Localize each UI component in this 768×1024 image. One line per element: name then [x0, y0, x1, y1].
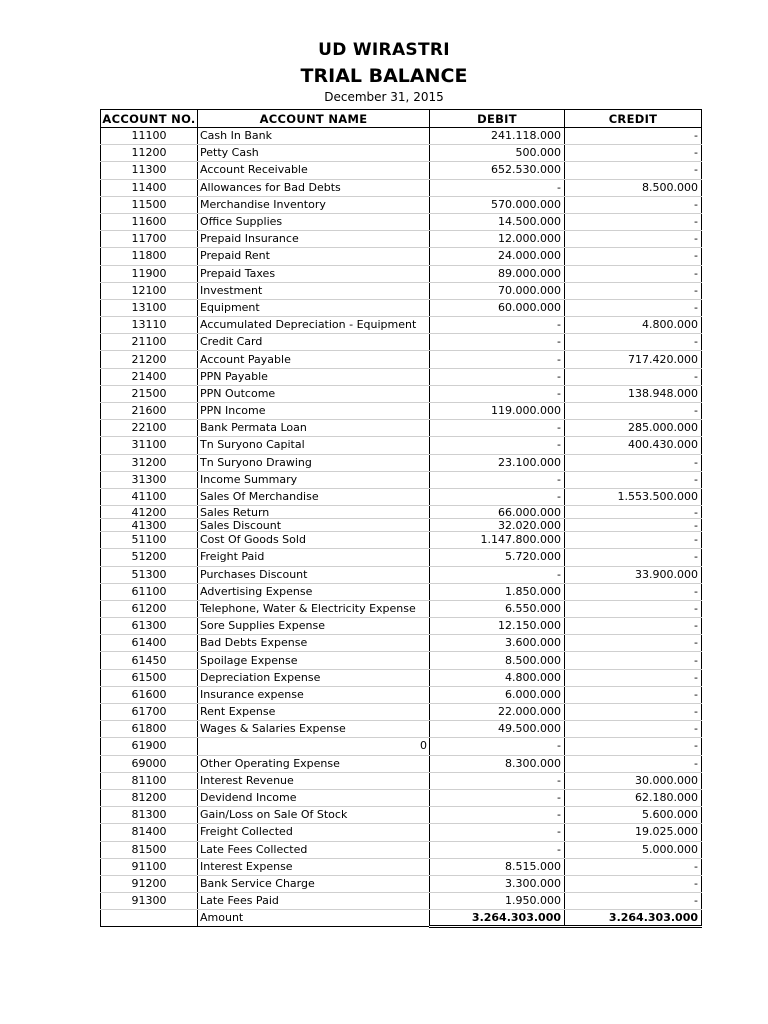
- credit-cell: -: [565, 334, 702, 351]
- debit-cell: 4.800.000: [430, 669, 565, 686]
- account-no-cell: 51200: [101, 549, 198, 566]
- table-row: [101, 488, 702, 505]
- account-no-cell: 11800: [101, 248, 198, 265]
- debit-cell: -: [430, 179, 565, 196]
- account-name-cell: Freight Paid: [198, 549, 430, 566]
- trial-balance-table: [100, 109, 702, 928]
- debit-cell: 1.147.800.000: [430, 532, 565, 549]
- table-row: [101, 403, 702, 420]
- credit-cell: 5.600.000: [565, 807, 702, 824]
- table-row: [101, 334, 702, 351]
- account-no-cell: 21600: [101, 403, 198, 420]
- debit-cell: 89.000.000: [430, 265, 565, 282]
- account-name-cell: Late Fees Paid: [198, 893, 430, 910]
- debit-cell: -: [430, 789, 565, 806]
- column-header-account-name: ACCOUNT NAME: [198, 110, 430, 128]
- account-name-cell: Cost Of Goods Sold: [198, 532, 430, 549]
- account-name-cell: Sales Discount: [198, 519, 430, 532]
- credit-cell: -: [565, 368, 702, 385]
- account-name-cell: Account Receivable: [198, 162, 430, 179]
- table-row: [101, 506, 702, 519]
- table-row: [101, 583, 702, 600]
- credit-cell: -: [565, 600, 702, 617]
- credit-cell: -: [565, 519, 702, 532]
- account-no-cell: 11200: [101, 145, 198, 162]
- table-header-row: [101, 110, 702, 128]
- table-row: [101, 420, 702, 437]
- debit-cell: 1.850.000: [430, 583, 565, 600]
- credit-cell: 62.180.000: [565, 789, 702, 806]
- account-no-cell: 61300: [101, 618, 198, 635]
- account-name-cell: Bad Debts Expense: [198, 635, 430, 652]
- account-no-cell: 11500: [101, 196, 198, 213]
- table-row: [101, 875, 702, 892]
- table-row: [101, 893, 702, 910]
- credit-cell: -: [565, 162, 702, 179]
- table-row: [101, 231, 702, 248]
- debit-cell: 1.950.000: [430, 893, 565, 910]
- account-no-cell: 11900: [101, 265, 198, 282]
- credit-cell: -: [565, 248, 702, 265]
- table-row: [101, 807, 702, 824]
- account-name-cell: Interest Expense: [198, 858, 430, 875]
- credit-cell: 400.430.000: [565, 437, 702, 454]
- debit-cell: 500.000: [430, 145, 565, 162]
- table-row: [101, 317, 702, 334]
- account-name-cell: Purchases Discount: [198, 566, 430, 583]
- report-date: December 31, 2015: [324, 90, 444, 104]
- table-body: [101, 128, 702, 927]
- debit-cell: -: [430, 738, 565, 755]
- account-name-cell: Tn Suryono Capital: [198, 437, 430, 454]
- table-row: [101, 532, 702, 549]
- debit-cell: 23.100.000: [430, 454, 565, 471]
- account-name-cell: Account Payable: [198, 351, 430, 368]
- table-row: [101, 437, 702, 454]
- account-no-cell: 61400: [101, 635, 198, 652]
- debit-cell: 60.000.000: [430, 299, 565, 316]
- debit-cell: 241.118.000: [430, 128, 565, 145]
- account-no-cell: 81400: [101, 824, 198, 841]
- total-label: Amount: [198, 910, 430, 927]
- table-row: [101, 471, 702, 488]
- table-row: [101, 858, 702, 875]
- credit-cell: -: [565, 128, 702, 145]
- debit-cell: 24.000.000: [430, 248, 565, 265]
- debit-cell: -: [430, 807, 565, 824]
- company-name: UD WIRASTRI: [318, 40, 450, 60]
- table-row: [101, 566, 702, 583]
- debit-cell: 22.000.000: [430, 704, 565, 721]
- credit-cell: 717.420.000: [565, 351, 702, 368]
- table-row: [101, 351, 702, 368]
- debit-cell: -: [430, 317, 565, 334]
- account-name-cell: Cash In Bank: [198, 128, 430, 145]
- account-name-cell: Spoilage Expense: [198, 652, 430, 669]
- table-row: [101, 618, 702, 635]
- account-name-cell: Prepaid Rent: [198, 248, 430, 265]
- account-no-cell: 61800: [101, 721, 198, 738]
- account-no-cell: 11100: [101, 128, 198, 145]
- account-name-cell: Merchandise Inventory: [198, 196, 430, 213]
- debit-cell: 8.500.000: [430, 652, 565, 669]
- credit-cell: 285.000.000: [565, 420, 702, 437]
- table-row: [101, 265, 702, 282]
- account-name-cell: Prepaid Taxes: [198, 265, 430, 282]
- credit-cell: -: [565, 282, 702, 299]
- account-name-cell: Allowances for Bad Debts: [198, 179, 430, 196]
- credit-cell: -: [565, 686, 702, 703]
- account-no-cell: 91300: [101, 893, 198, 910]
- debit-cell: 119.000.000: [430, 403, 565, 420]
- debit-cell: -: [430, 488, 565, 505]
- account-name-cell: Gain/Loss on Sale Of Stock: [198, 807, 430, 824]
- account-name-cell: Devidend Income: [198, 789, 430, 806]
- debit-cell: 3.600.000: [430, 635, 565, 652]
- account-name-cell: Other Operating Expense: [198, 755, 430, 772]
- credit-cell: -: [565, 506, 702, 519]
- credit-cell: -: [565, 669, 702, 686]
- table-row: [101, 549, 702, 566]
- total-credit: 3.264.303.000: [565, 910, 702, 927]
- table-row: [101, 738, 702, 755]
- account-name-cell: Bank Permata Loan: [198, 420, 430, 437]
- credit-cell: -: [565, 721, 702, 738]
- credit-cell: -: [565, 145, 702, 162]
- account-no-cell: 12100: [101, 282, 198, 299]
- table-row: [101, 179, 702, 196]
- table-row: [101, 635, 702, 652]
- credit-cell: -: [565, 454, 702, 471]
- debit-cell: 8.300.000: [430, 755, 565, 772]
- table-row: [101, 385, 702, 402]
- total-row: [101, 910, 702, 927]
- table-row: [101, 704, 702, 721]
- table-row: [101, 841, 702, 858]
- account-no-cell: 11700: [101, 231, 198, 248]
- account-no-cell: 31300: [101, 471, 198, 488]
- column-header-account-no: ACCOUNT NO.: [102, 111, 196, 126]
- debit-cell: -: [430, 841, 565, 858]
- account-name-cell: Insurance expense: [198, 686, 430, 703]
- account-name-cell: Wages & Salaries Expense: [198, 721, 430, 738]
- table-row: [101, 686, 702, 703]
- account-no-cell: 61600: [101, 686, 198, 703]
- account-no-cell: 11400: [101, 179, 198, 196]
- debit-cell: 8.515.000: [430, 858, 565, 875]
- account-no-cell: 13110: [101, 317, 198, 334]
- debit-cell: 652.530.000: [430, 162, 565, 179]
- debit-cell: 570.000.000: [430, 196, 565, 213]
- account-no-cell: 22100: [101, 420, 198, 437]
- table-row: [101, 755, 702, 772]
- debit-cell: 6.000.000: [430, 686, 565, 703]
- credit-cell: -: [565, 532, 702, 549]
- account-name-cell: Telephone, Water & Electricity Expense: [198, 600, 430, 617]
- credit-cell: 5.000.000: [565, 841, 702, 858]
- table-row: [101, 196, 702, 213]
- account-name-cell: Prepaid Insurance: [198, 231, 430, 248]
- credit-cell: -: [565, 704, 702, 721]
- account-no-cell: 13100: [101, 299, 198, 316]
- account-no-cell: 61200: [101, 600, 198, 617]
- credit-cell: -: [565, 652, 702, 669]
- credit-cell: -: [565, 549, 702, 566]
- credit-cell: -: [565, 893, 702, 910]
- debit-cell: 49.500.000: [430, 721, 565, 738]
- account-name-cell: Freight Collected: [198, 824, 430, 841]
- account-no-cell: 21100: [101, 334, 198, 351]
- table-row: [101, 162, 702, 179]
- account-no-cell: 69000: [101, 755, 198, 772]
- table-row: [101, 282, 702, 299]
- account-name-cell: PPN Outcome: [198, 385, 430, 402]
- credit-cell: -: [565, 231, 702, 248]
- debit-cell: -: [430, 566, 565, 583]
- debit-cell: 3.300.000: [430, 875, 565, 892]
- account-name-cell: Depreciation Expense: [198, 669, 430, 686]
- account-name-cell: Bank Service Charge: [198, 875, 430, 892]
- table-row: [101, 454, 702, 471]
- debit-cell: -: [430, 824, 565, 841]
- total-debit: 3.264.303.000: [430, 910, 565, 927]
- account-no-cell: 61450: [101, 652, 198, 669]
- account-no-cell: 21400: [101, 368, 198, 385]
- account-name-cell: Income Summary: [198, 471, 430, 488]
- table-row: [101, 669, 702, 686]
- account-name-cell: Late Fees Collected: [198, 841, 430, 858]
- credit-cell: -: [565, 738, 702, 755]
- account-name-cell: Office Supplies: [198, 213, 430, 230]
- account-no-cell: 21500: [101, 385, 198, 402]
- table-row: [101, 248, 702, 265]
- credit-cell: -: [565, 471, 702, 488]
- table-row: [101, 519, 702, 532]
- account-no-cell: 51300: [101, 566, 198, 583]
- report-title: TRIAL BALANCE: [300, 65, 468, 87]
- credit-cell: -: [565, 403, 702, 420]
- debit-cell: -: [430, 437, 565, 454]
- account-no-cell: 81500: [101, 841, 198, 858]
- table-row: [101, 128, 702, 145]
- account-name-cell: Advertising Expense: [198, 583, 430, 600]
- debit-cell: -: [430, 772, 565, 789]
- credit-cell: -: [565, 196, 702, 213]
- account-no-cell: 41100: [101, 488, 198, 505]
- debit-cell: 6.550.000: [430, 600, 565, 617]
- column-header-debit: DEBIT: [430, 110, 565, 128]
- table-row: [101, 721, 702, 738]
- debit-cell: -: [430, 385, 565, 402]
- debit-cell: 70.000.000: [430, 282, 565, 299]
- account-name-cell: Accumulated Depreciation - Equipment: [198, 317, 430, 334]
- account-name-cell: Credit Card: [198, 334, 430, 351]
- credit-cell: -: [565, 858, 702, 875]
- debit-cell: 5.720.000: [430, 549, 565, 566]
- credit-cell: -: [565, 875, 702, 892]
- account-no-cell: 21200: [101, 351, 198, 368]
- account-name-cell: Sales Of Merchandise: [198, 488, 430, 505]
- debit-cell: -: [430, 334, 565, 351]
- total-blank-cell: [101, 910, 198, 927]
- table-row: [101, 600, 702, 617]
- account-no-cell: 61500: [101, 669, 198, 686]
- account-no-cell: 31100: [101, 437, 198, 454]
- account-no-cell: 81100: [101, 772, 198, 789]
- account-no-cell: 61100: [101, 583, 198, 600]
- debit-cell: -: [430, 368, 565, 385]
- account-name-cell: Investment: [198, 282, 430, 299]
- account-name-cell: Equipment: [198, 299, 430, 316]
- credit-cell: -: [565, 265, 702, 282]
- account-no-cell: 41300: [101, 519, 198, 532]
- debit-cell: 14.500.000: [430, 213, 565, 230]
- account-name-cell: 0: [198, 738, 430, 755]
- debit-cell: 12.000.000: [430, 231, 565, 248]
- debit-cell: -: [430, 351, 565, 368]
- debit-cell: -: [430, 471, 565, 488]
- credit-cell: 1.553.500.000: [565, 488, 702, 505]
- table-row: [101, 145, 702, 162]
- account-no-cell: 11600: [101, 213, 198, 230]
- account-name-cell: Sales Return: [198, 506, 430, 519]
- account-no-cell: 91100: [101, 858, 198, 875]
- column-header-credit: CREDIT: [565, 110, 702, 128]
- debit-cell: 32.020.000: [430, 519, 565, 532]
- account-name-cell: PPN Income: [198, 403, 430, 420]
- account-name-cell: Tn Suryono Drawing: [198, 454, 430, 471]
- credit-cell: -: [565, 583, 702, 600]
- credit-cell: 33.900.000: [565, 566, 702, 583]
- credit-cell: -: [565, 755, 702, 772]
- table-row: [101, 824, 702, 841]
- account-no-cell: 91200: [101, 875, 198, 892]
- account-name-cell: Interest Revenue: [198, 772, 430, 789]
- account-no-cell: 81300: [101, 807, 198, 824]
- account-name-cell: Sore Supplies Expense: [198, 618, 430, 635]
- credit-cell: 8.500.000: [565, 179, 702, 196]
- table-row: [101, 772, 702, 789]
- debit-cell: 12.150.000: [430, 618, 565, 635]
- credit-cell: 138.948.000: [565, 385, 702, 402]
- account-no-cell: 81200: [101, 789, 198, 806]
- credit-cell: 19.025.000: [565, 824, 702, 841]
- credit-cell: -: [565, 213, 702, 230]
- debit-cell: 66.000.000: [430, 506, 565, 519]
- account-name-cell: Rent Expense: [198, 704, 430, 721]
- table-row: [101, 213, 702, 230]
- account-no-cell: 61700: [101, 704, 198, 721]
- credit-cell: -: [565, 635, 702, 652]
- account-no-cell: 31200: [101, 454, 198, 471]
- account-no-cell: 61900: [101, 738, 198, 755]
- account-no-cell: 51100: [101, 532, 198, 549]
- account-no-cell: 11300: [101, 162, 198, 179]
- credit-cell: 4.800.000: [565, 317, 702, 334]
- credit-cell: -: [565, 618, 702, 635]
- credit-cell: -: [565, 299, 702, 316]
- credit-cell: 30.000.000: [565, 772, 702, 789]
- account-no-cell: 41200: [101, 506, 198, 519]
- debit-cell: -: [430, 420, 565, 437]
- table-row: [101, 652, 702, 669]
- account-name-cell: Petty Cash: [198, 145, 430, 162]
- table-row: [101, 368, 702, 385]
- table-row: [101, 299, 702, 316]
- table-row: [101, 789, 702, 806]
- account-name-cell: PPN Payable: [198, 368, 430, 385]
